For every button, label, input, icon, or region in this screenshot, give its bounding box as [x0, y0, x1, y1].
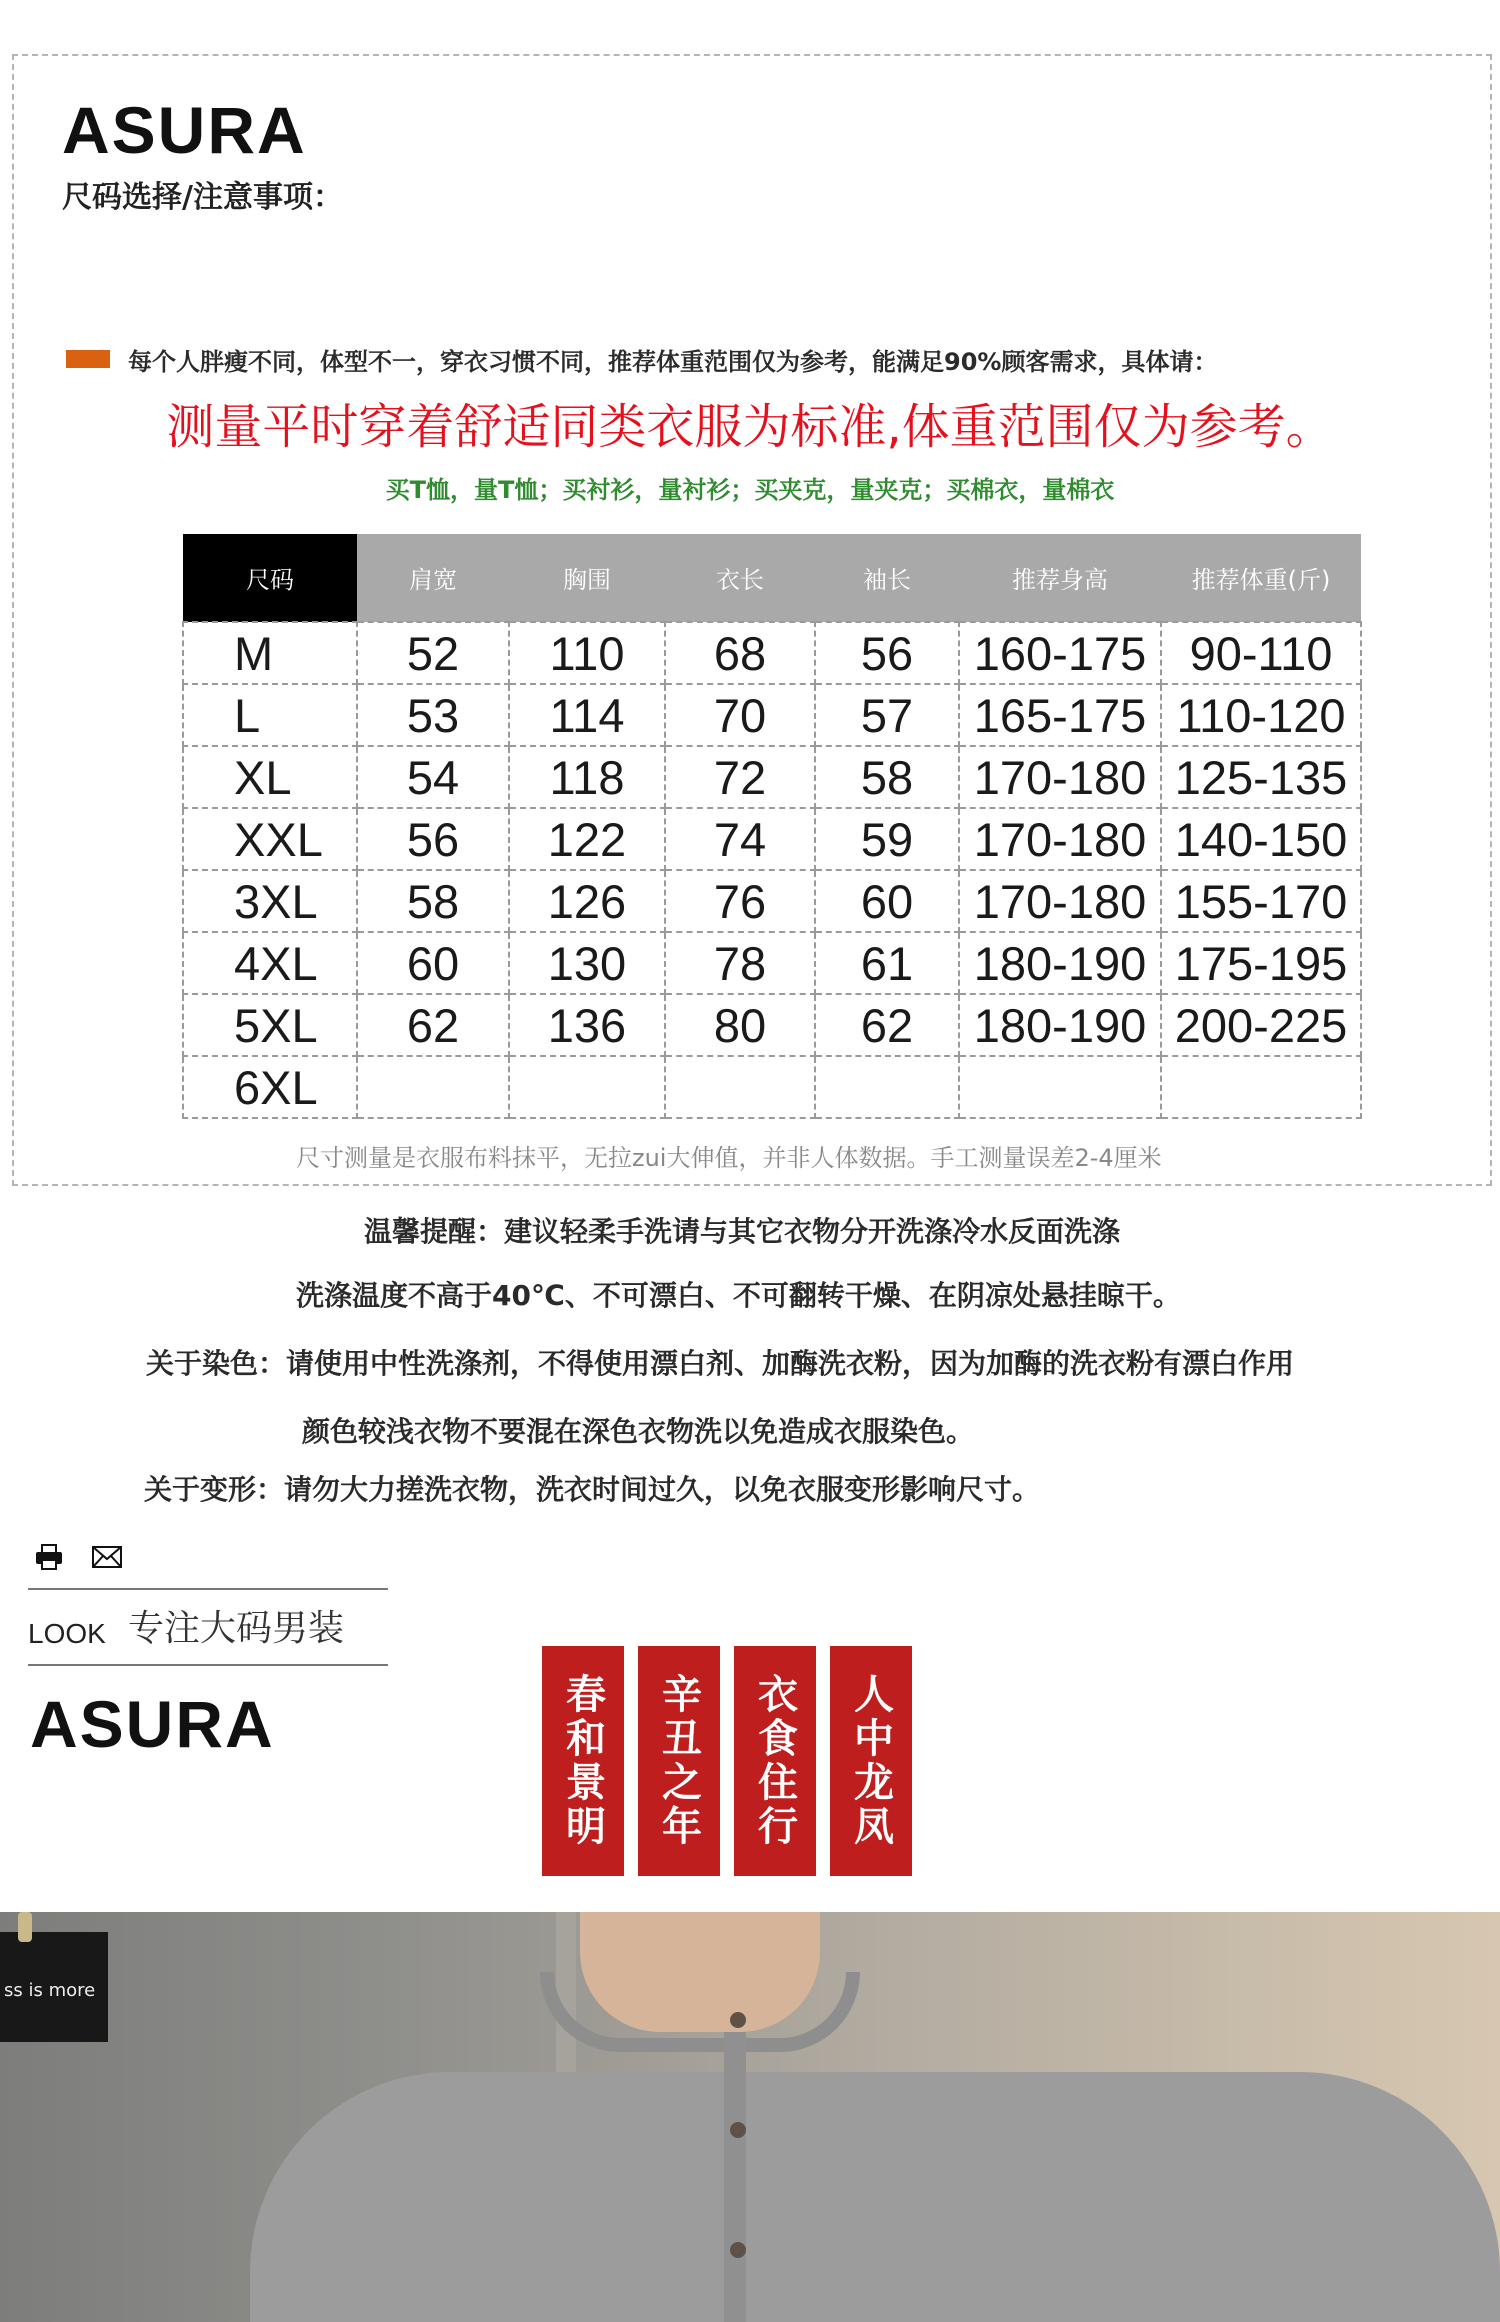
cell-height: 180-190 — [959, 994, 1161, 1056]
cell-sleeve: 59 — [815, 808, 959, 870]
red-banner — [542, 1646, 624, 1876]
care-temperature: 洗涤温度不高于40℃、不可漂白、不可翻转干燥、在阴凉处悬挂晾干。 — [296, 1279, 1181, 1312]
poster-text: ss is more — [4, 1980, 96, 2001]
table-footnote: 尺寸测量是衣服布料抹平，无拉zui大伸值，并非人体数据。手工测量误差2-4厘米 — [296, 1144, 1162, 1172]
cell-shoulder: 54 — [357, 746, 509, 808]
table-row — [183, 746, 1361, 808]
cell-weight — [1161, 1056, 1361, 1118]
banner-text: 辛丑之年 — [655, 1673, 703, 1849]
brand-logo-footer: ASURA — [30, 1687, 275, 1761]
cell-sleeve: 61 — [815, 932, 959, 994]
cell-weight: 90-110 — [1161, 622, 1361, 684]
header-shoulder: 肩宽 — [357, 534, 509, 622]
cell-height: 160-175 — [959, 622, 1161, 684]
table-row — [183, 808, 1361, 870]
cell-size: XXL — [183, 808, 357, 870]
cell-weight: 175-195 — [1161, 932, 1361, 994]
header-chest: 胸围 — [509, 534, 665, 622]
cell-length: 78 — [665, 932, 815, 994]
cell-shoulder: 58 — [357, 870, 509, 932]
shirt-button — [730, 2242, 746, 2258]
mail-icon[interactable] — [92, 1545, 122, 1569]
care-dye-detail: 颜色较浅衣物不要混在深色衣物洗以免造成衣服染色。 — [302, 1415, 975, 1448]
care-reminder: 温馨提醒：建议轻柔手洗请与其它衣物分开洗涤冷水反面洗涤 — [364, 1215, 1121, 1248]
cell-length: 76 — [665, 870, 815, 932]
cell-sleeve: 60 — [815, 870, 959, 932]
cell-shoulder: 60 — [357, 932, 509, 994]
poster-pin — [18, 1912, 32, 1942]
table-row — [183, 684, 1361, 746]
header-height: 推荐身高 — [959, 534, 1161, 622]
cell-height: 165-175 — [959, 684, 1161, 746]
cell-length: 68 — [665, 622, 815, 684]
cell-shoulder — [357, 1056, 509, 1118]
shirt-button — [730, 2122, 746, 2138]
header-size: 尺码 — [183, 534, 357, 622]
care-deform: 关于变形：请勿大力搓洗衣物，洗衣时间过久，以免衣服变形影响尺寸。 — [144, 1473, 1041, 1506]
cell-length: 74 — [665, 808, 815, 870]
table-row — [183, 932, 1361, 994]
table-row — [183, 870, 1361, 932]
cell-size: L — [183, 684, 357, 746]
look-label: LOOK — [28, 1618, 106, 1649]
header-weight: 推荐体重(斤) — [1161, 534, 1361, 622]
cell-chest: 122 — [509, 808, 665, 870]
cell-weight: 110-120 — [1161, 684, 1361, 746]
table-row — [183, 1056, 1361, 1118]
cell-chest: 118 — [509, 746, 665, 808]
cell-chest: 114 — [509, 684, 665, 746]
cell-height: 170-180 — [959, 870, 1161, 932]
cell-height — [959, 1056, 1161, 1118]
cell-weight: 200-225 — [1161, 994, 1361, 1056]
cell-chest: 126 — [509, 870, 665, 932]
red-banner — [830, 1646, 912, 1876]
cell-shoulder: 52 — [357, 622, 509, 684]
cell-shoulder: 56 — [357, 808, 509, 870]
page-subtitle: 尺码选择/注意事项： — [62, 180, 343, 215]
note-tag-icon — [66, 350, 110, 368]
divider — [28, 1588, 388, 1590]
brand-logo: ASURA — [62, 93, 307, 167]
cell-length: 72 — [665, 746, 815, 808]
cell-sleeve: 57 — [815, 684, 959, 746]
care-dye: 关于染色：请使用中性洗涤剂，不得使用漂白剂、加酶洗衣粉，因为加酶的洗衣粉有漂白作用 — [146, 1347, 1295, 1380]
gray-shirt — [250, 2072, 1500, 2322]
measure-advice: 测量平时穿着舒适同类衣服为标准,体重范围仅为参考。 — [166, 399, 1334, 455]
look-slogan: 专注大码男装 — [128, 1608, 345, 1649]
cell-size: 6XL — [183, 1056, 357, 1118]
cell-chest: 136 — [509, 994, 665, 1056]
cell-length: 70 — [665, 684, 815, 746]
cell-size: M — [183, 622, 357, 684]
print-icon[interactable] — [34, 1542, 64, 1572]
cell-size: 4XL — [183, 932, 357, 994]
cell-size: 3XL — [183, 870, 357, 932]
red-banner — [734, 1646, 816, 1876]
cell-height: 180-190 — [959, 932, 1161, 994]
cell-chest: 130 — [509, 932, 665, 994]
cell-weight: 125-135 — [1161, 746, 1361, 808]
product-photo — [0, 1912, 1500, 2322]
cell-sleeve: 56 — [815, 622, 959, 684]
shirt-collar — [540, 1972, 860, 2052]
size-table — [182, 534, 1362, 1119]
header-length: 衣长 — [665, 534, 815, 622]
size-table-header — [183, 534, 1361, 622]
cell-sleeve — [815, 1056, 959, 1118]
cell-shoulder: 53 — [357, 684, 509, 746]
shirt-button — [730, 2012, 746, 2028]
red-banner — [638, 1646, 720, 1876]
banner-text: 人中龙凤 — [847, 1673, 895, 1849]
wall-poster — [0, 1932, 108, 2042]
cell-weight: 155-170 — [1161, 870, 1361, 932]
cell-size: 5XL — [183, 994, 357, 1056]
cell-shoulder: 62 — [357, 994, 509, 1056]
cell-chest — [509, 1056, 665, 1118]
header-sleeve: 袖长 — [815, 534, 959, 622]
cell-height: 170-180 — [959, 746, 1161, 808]
divider — [28, 1664, 388, 1666]
banner-text: 衣食住行 — [751, 1673, 799, 1849]
table-row — [183, 994, 1361, 1056]
cell-sleeve: 62 — [815, 994, 959, 1056]
cell-size: XL — [183, 746, 357, 808]
table-row — [183, 622, 1361, 684]
cell-height: 170-180 — [959, 808, 1161, 870]
cell-length — [665, 1056, 815, 1118]
cell-chest: 110 — [509, 622, 665, 684]
cell-sleeve: 58 — [815, 746, 959, 808]
size-note: 每个人胖瘦不同，体型不一，穿衣习惯不同，推荐体重范围仅为参考，能满足90%顾客需求，具体请： — [128, 348, 1218, 376]
cell-length: 80 — [665, 994, 815, 1056]
banner-text: 春和景明 — [559, 1673, 607, 1849]
cell-weight: 140-150 — [1161, 808, 1361, 870]
measure-tip: 买T恤，量T恤；买衬衫，量衬衫；买夹克，量夹克；买棉衣，量棉衣 — [385, 476, 1115, 504]
faint-watermark — [14, 1136, 264, 1166]
shirt-placket — [724, 2032, 746, 2322]
